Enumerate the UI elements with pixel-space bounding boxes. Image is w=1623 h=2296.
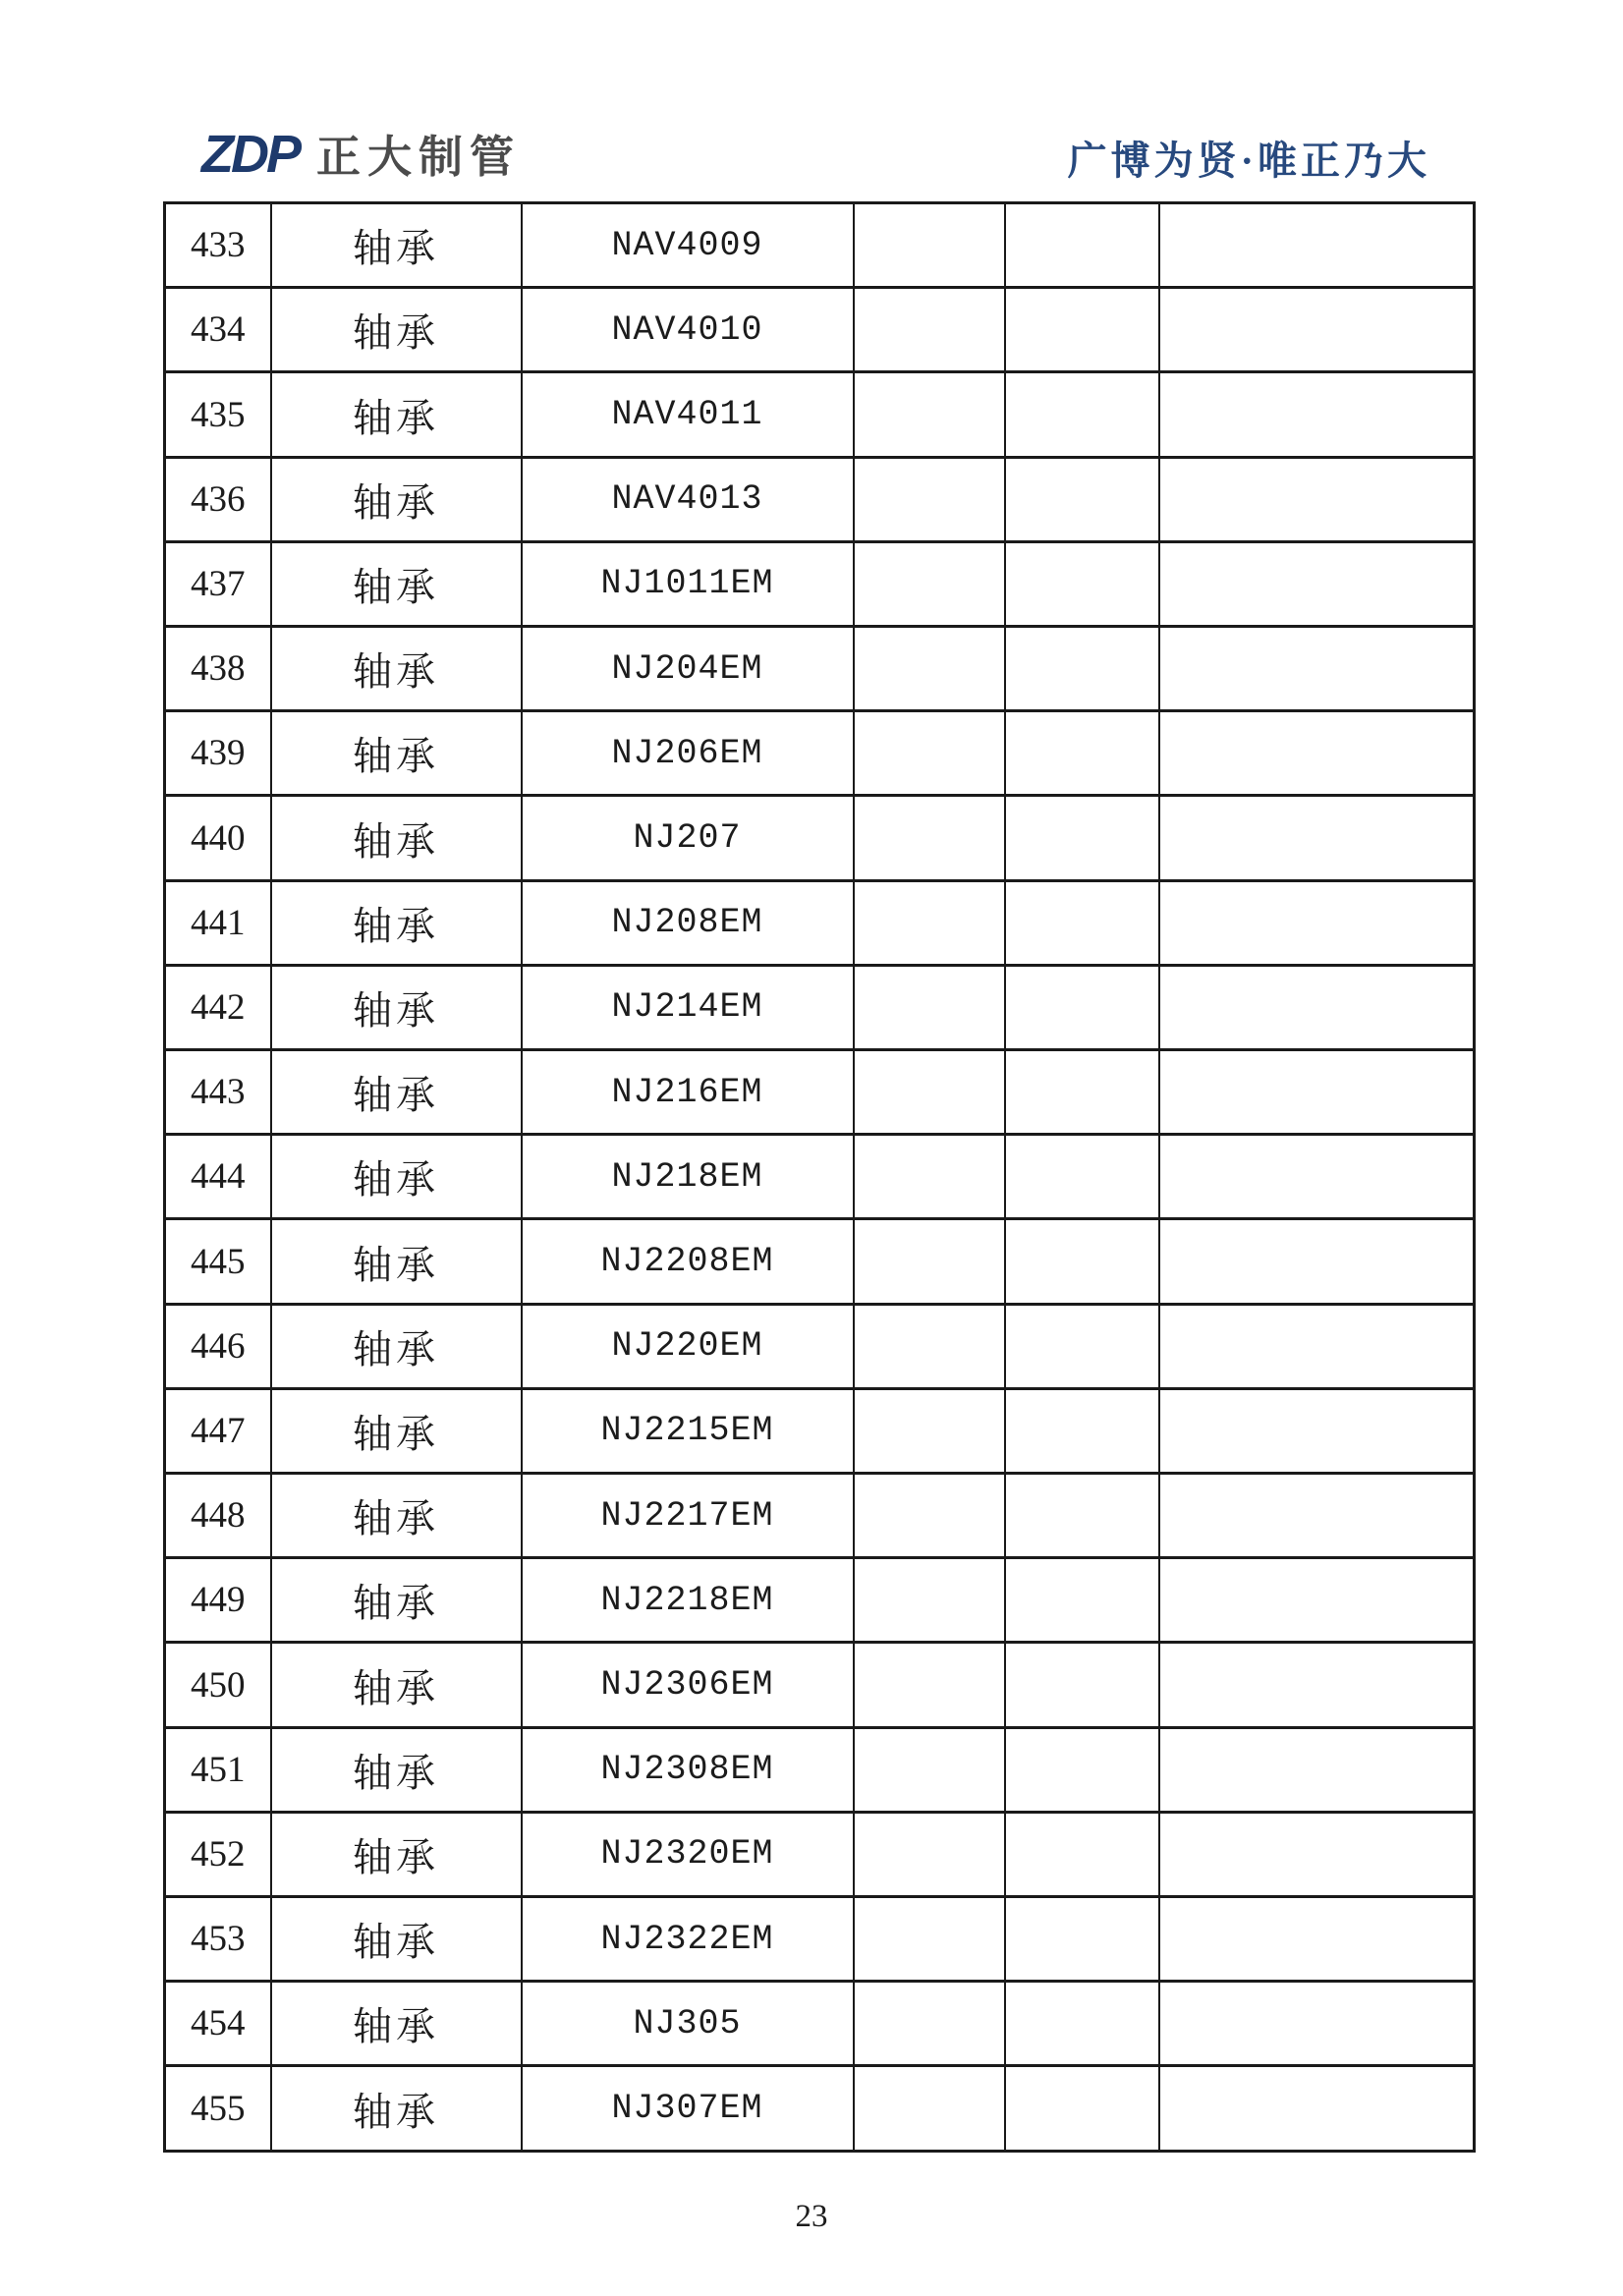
empty-cell — [854, 288, 1005, 372]
part-name-cell: 轴承 — [271, 1474, 522, 1558]
empty-cell — [1159, 541, 1475, 626]
empty-cell — [854, 965, 1005, 1049]
parts-table-body — [165, 203, 1475, 2152]
row-number-cell: 439 — [165, 711, 271, 796]
empty-cell — [854, 1219, 1005, 1304]
table-row — [165, 1388, 1475, 1473]
empty-cell — [854, 2066, 1005, 2152]
empty-cell — [1159, 1219, 1475, 1304]
part-name-cell: 轴承 — [271, 1727, 522, 1812]
parts-table — [163, 201, 1476, 2153]
empty-cell — [854, 457, 1005, 541]
empty-cell — [1005, 1388, 1159, 1473]
empty-cell — [1005, 711, 1159, 796]
part-name-cell: 轴承 — [271, 711, 522, 796]
row-number-cell: 440 — [165, 796, 271, 880]
empty-cell — [1159, 1050, 1475, 1135]
empty-cell — [1005, 1135, 1159, 1219]
empty-cell — [854, 1050, 1005, 1135]
empty-cell — [1159, 1388, 1475, 1473]
table-row — [165, 1727, 1475, 1812]
table-row — [165, 1897, 1475, 1982]
empty-cell — [1159, 1558, 1475, 1643]
table-row — [165, 541, 1475, 626]
empty-cell — [1159, 1812, 1475, 1896]
part-model-cell: NJ1011EM — [522, 541, 854, 626]
part-model-cell: NAV4013 — [522, 457, 854, 541]
part-name-cell: 轴承 — [271, 1982, 522, 2066]
row-number-cell: 438 — [165, 627, 271, 711]
empty-cell — [1005, 1982, 1159, 2066]
row-number-cell: 445 — [165, 1219, 271, 1304]
empty-cell — [854, 1388, 1005, 1473]
empty-cell — [854, 1643, 1005, 1727]
empty-cell — [1005, 1474, 1159, 1558]
part-model-cell: NAV4011 — [522, 372, 854, 457]
table-row — [165, 372, 1475, 457]
empty-cell — [1159, 1727, 1475, 1812]
empty-cell — [1159, 1897, 1475, 1982]
part-model-cell: NJ204EM — [522, 627, 854, 711]
empty-cell — [1005, 1643, 1159, 1727]
part-model-cell: NJ214EM — [522, 965, 854, 1049]
part-model-cell: NJ208EM — [522, 880, 854, 965]
empty-cell — [1005, 1897, 1159, 1982]
part-model-cell: NJ2308EM — [522, 1727, 854, 1812]
part-model-cell: NJ220EM — [522, 1304, 854, 1388]
empty-cell — [1005, 880, 1159, 965]
table-row — [165, 2066, 1475, 2152]
empty-cell — [854, 203, 1005, 288]
part-model-cell: NJ2215EM — [522, 1388, 854, 1473]
table-row — [165, 457, 1475, 541]
part-name-cell: 轴承 — [271, 2066, 522, 2152]
empty-cell — [854, 1897, 1005, 1982]
part-model-cell: NJ206EM — [522, 711, 854, 796]
empty-cell — [854, 1304, 1005, 1388]
part-name-cell: 轴承 — [271, 1388, 522, 1473]
row-number-cell: 442 — [165, 965, 271, 1049]
empty-cell — [1005, 1050, 1159, 1135]
row-number-cell: 437 — [165, 541, 271, 626]
table-row — [165, 1304, 1475, 1388]
table-row — [165, 965, 1475, 1049]
empty-cell — [1159, 965, 1475, 1049]
row-number-cell: 446 — [165, 1304, 271, 1388]
empty-cell — [1159, 627, 1475, 711]
row-number-cell: 451 — [165, 1727, 271, 1812]
table-row — [165, 1643, 1475, 1727]
empty-cell — [1005, 1558, 1159, 1643]
empty-cell — [854, 1812, 1005, 1896]
empty-cell — [1005, 627, 1159, 711]
row-number-cell: 454 — [165, 1982, 271, 2066]
table-row — [165, 627, 1475, 711]
table-row — [165, 1558, 1475, 1643]
empty-cell — [1159, 880, 1475, 965]
part-name-cell: 轴承 — [271, 880, 522, 965]
part-model-cell: NJ2306EM — [522, 1643, 854, 1727]
part-name-cell: 轴承 — [271, 965, 522, 1049]
empty-cell — [1159, 1304, 1475, 1388]
part-model-cell: NJ207 — [522, 796, 854, 880]
empty-cell — [1005, 457, 1159, 541]
part-name-cell: 轴承 — [271, 1304, 522, 1388]
part-name-cell: 轴承 — [271, 1897, 522, 1982]
row-number-cell: 450 — [165, 1643, 271, 1727]
table-row — [165, 203, 1475, 288]
part-name-cell: 轴承 — [271, 1643, 522, 1727]
part-model-cell: NAV4010 — [522, 288, 854, 372]
part-name-cell: 轴承 — [271, 1558, 522, 1643]
part-model-cell: NJ2208EM — [522, 1219, 854, 1304]
table-row — [165, 1219, 1475, 1304]
part-name-cell: 轴承 — [271, 1812, 522, 1896]
row-number-cell: 434 — [165, 288, 271, 372]
empty-cell — [1159, 288, 1475, 372]
page-header — [201, 125, 1430, 184]
empty-cell — [1005, 1304, 1159, 1388]
row-number-cell: 435 — [165, 372, 271, 457]
empty-cell — [1005, 372, 1159, 457]
empty-cell — [1159, 372, 1475, 457]
part-name-cell: 轴承 — [271, 457, 522, 541]
empty-cell — [1005, 1727, 1159, 1812]
row-number-cell: 433 — [165, 203, 271, 288]
empty-cell — [854, 1727, 1005, 1812]
empty-cell — [854, 880, 1005, 965]
empty-cell — [1159, 1135, 1475, 1219]
part-name-cell: 轴承 — [271, 1219, 522, 1304]
part-name-cell: 轴承 — [271, 627, 522, 711]
empty-cell — [1159, 1982, 1475, 2066]
empty-cell — [854, 1474, 1005, 1558]
part-name-cell: 轴承 — [271, 1050, 522, 1135]
part-model-cell: NJ2322EM — [522, 1897, 854, 1982]
part-name-cell: 轴承 — [271, 796, 522, 880]
empty-cell — [1159, 1643, 1475, 1727]
row-number-cell: 441 — [165, 880, 271, 965]
empty-cell — [1159, 796, 1475, 880]
table-row — [165, 288, 1475, 372]
part-model-cell: NJ2217EM — [522, 1474, 854, 1558]
row-number-cell: 436 — [165, 457, 271, 541]
part-name-cell: 轴承 — [271, 541, 522, 626]
empty-cell — [854, 541, 1005, 626]
row-number-cell: 449 — [165, 1558, 271, 1643]
empty-cell — [1159, 2066, 1475, 2152]
logo-company-name: 正大制管 — [316, 132, 522, 182]
row-number-cell: 447 — [165, 1388, 271, 1473]
row-number-cell: 452 — [165, 1812, 271, 1896]
part-model-cell: NJ216EM — [522, 1050, 854, 1135]
empty-cell — [1005, 2066, 1159, 2152]
row-number-cell: 453 — [165, 1897, 271, 1982]
empty-cell — [1005, 288, 1159, 372]
row-number-cell: 455 — [165, 2066, 271, 2152]
company-logo — [201, 125, 522, 184]
empty-cell — [854, 1982, 1005, 2066]
company-slogan: 广博为贤·唯正乃大 — [1067, 139, 1430, 183]
table-row — [165, 1050, 1475, 1135]
table-row — [165, 1982, 1475, 2066]
empty-cell — [854, 627, 1005, 711]
empty-cell — [1005, 796, 1159, 880]
part-model-cell: NAV4009 — [522, 203, 854, 288]
empty-cell — [854, 796, 1005, 880]
row-number-cell: 444 — [165, 1135, 271, 1219]
empty-cell — [1005, 203, 1159, 288]
part-model-cell: NJ218EM — [522, 1135, 854, 1219]
page-number: 23 — [795, 2199, 828, 2234]
part-model-cell: NJ2320EM — [522, 1812, 854, 1896]
part-model-cell: NJ2218EM — [522, 1558, 854, 1643]
logo-zdp-text: ZDP — [201, 125, 299, 184]
table-row — [165, 1135, 1475, 1219]
part-model-cell: NJ305 — [522, 1982, 854, 2066]
empty-cell — [1159, 711, 1475, 796]
empty-cell — [1005, 1219, 1159, 1304]
empty-cell — [854, 372, 1005, 457]
table-row — [165, 880, 1475, 965]
empty-cell — [1005, 965, 1159, 1049]
empty-cell — [1159, 457, 1475, 541]
part-model-cell: NJ307EM — [522, 2066, 854, 2152]
empty-cell — [854, 1558, 1005, 1643]
row-number-cell: 448 — [165, 1474, 271, 1558]
part-name-cell: 轴承 — [271, 1135, 522, 1219]
table-row — [165, 711, 1475, 796]
empty-cell — [854, 711, 1005, 796]
empty-cell — [854, 1135, 1005, 1219]
part-name-cell: 轴承 — [271, 203, 522, 288]
empty-cell — [1159, 1474, 1475, 1558]
empty-cell — [1005, 541, 1159, 626]
part-name-cell: 轴承 — [271, 372, 522, 457]
table-row — [165, 796, 1475, 880]
part-name-cell: 轴承 — [271, 288, 522, 372]
empty-cell — [1005, 1812, 1159, 1896]
table-row — [165, 1474, 1475, 1558]
table-row — [165, 1812, 1475, 1896]
row-number-cell: 443 — [165, 1050, 271, 1135]
empty-cell — [1159, 203, 1475, 288]
